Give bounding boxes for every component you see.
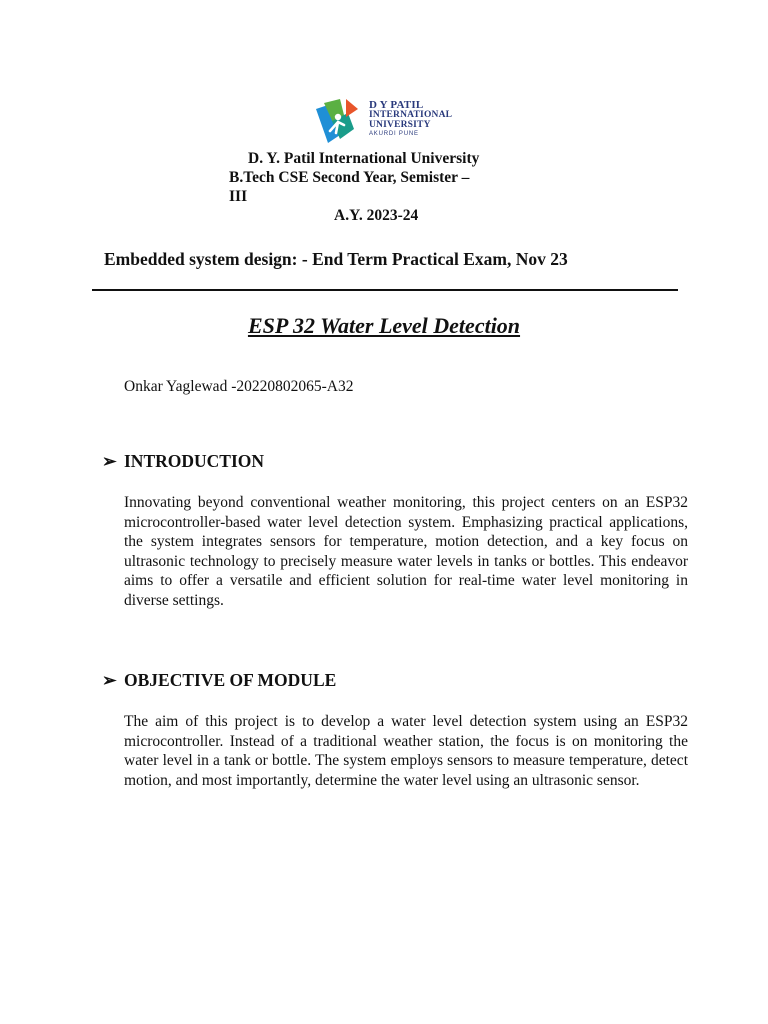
- page-title: ESP 32 Water Level Detection: [247, 313, 521, 338]
- section-heading-text: INTRODUCTION: [124, 451, 265, 471]
- logo-line-4: AKURDI PUNE: [369, 131, 419, 137]
- university-name: D. Y. Patil International University: [248, 150, 480, 167]
- arrow-bullet-icon: ➢: [102, 670, 117, 690]
- program-line-1: B.Tech CSE Second Year, Semister –: [229, 169, 470, 186]
- exam-heading: Embedded system design: - End Term Practical Exam, Nov 23: [104, 249, 568, 269]
- author-line: Onkar Yaglewad -20220802065-A32: [124, 378, 354, 395]
- introduction-paragraph: Innovating beyond conventional weather monitoring, this project centers on an ESP32 microcontroller-based water level detection system. Emphasizing practical applications, the system integrates sensors for temperature, motion detection, and a key focus on ultrasonic technology to precisely measure water levels in tanks or bottles. This endeavor aims to offer a versatile and efficient solution for real-time water level monitoring in diverse settings.: [124, 494, 688, 609]
- academic-year: A.Y. 2023-24: [334, 207, 419, 224]
- logo-line-2: INTERNATIONAL: [369, 110, 453, 120]
- logo-line-1: D Y PATIL: [369, 99, 424, 111]
- arrow-bullet-icon: ➢: [102, 451, 117, 471]
- program-line-2: III: [229, 188, 248, 205]
- section-heading-text: OBJECTIVE OF MODULE: [124, 670, 337, 690]
- section-heading-objective: [102, 670, 336, 691]
- logo-emblem-icon: [314, 95, 366, 147]
- logo-wordmark: [369, 100, 452, 137]
- section-heading-introduction: [102, 451, 264, 472]
- divider-rule: [92, 289, 678, 291]
- objective-paragraph: The aim of this project is to develop a water level detection system using an ESP32 microcontroller. Instead of a traditional weather station, the focus is on monitoring the water level in a tank or bottle. The system employs sensors to measure temperature, detect motion, and most importantly, determine the water level using an ultrasonic sensor.: [124, 713, 688, 789]
- logo-line-3: UNIVERSITY: [369, 119, 431, 130]
- university-logo: [314, 95, 464, 147]
